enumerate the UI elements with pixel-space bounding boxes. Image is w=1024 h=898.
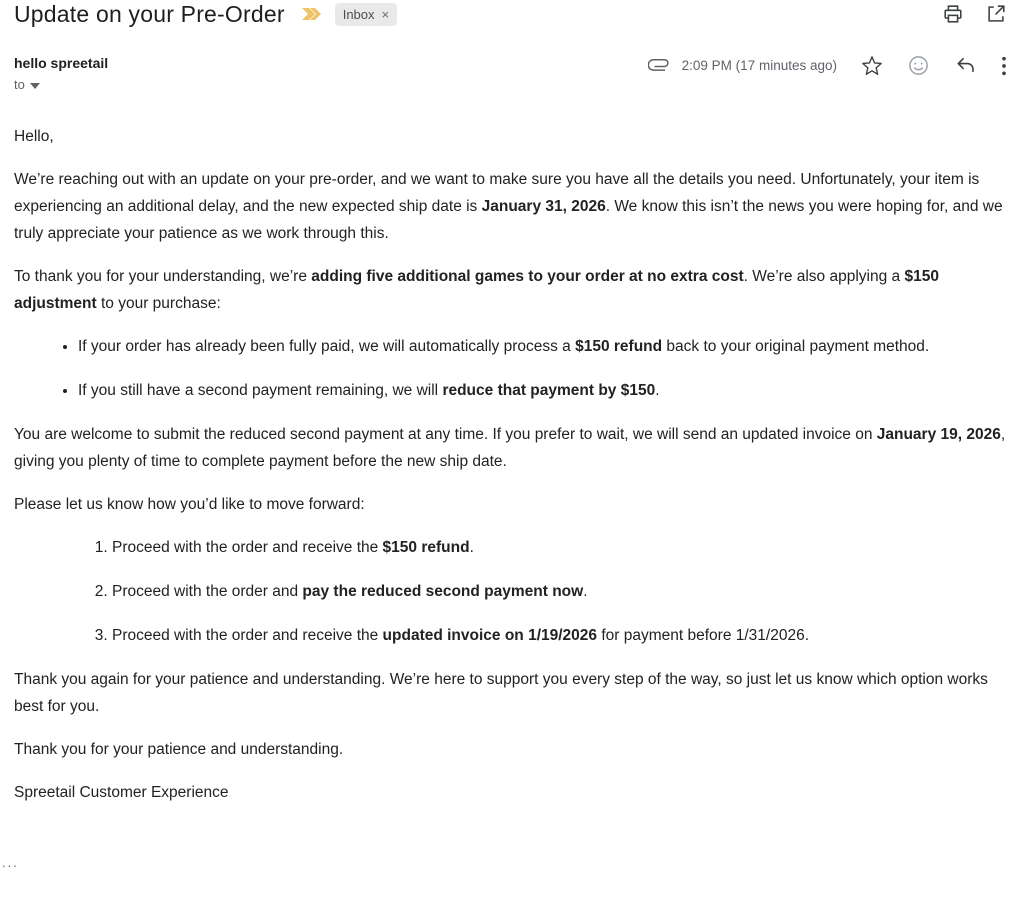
body-paragraph [14, 263, 1010, 317]
body-paragraph [14, 666, 1010, 720]
text-run: , giving you plenty of time to complete payment before the new ship date. [14, 426, 1006, 470]
text-run: You are welcome to submit the reduced second payment at any time. If you prefer to wait, we will send an updated invoice on [14, 426, 877, 443]
bold-text: $150 refund [575, 338, 663, 355]
text-run: . We know this isn’t the news you were hoping for, and we truly appreciate your patience as we work through this. [14, 198, 1003, 242]
timestamp: 2:09 PM (17 minutes ago) [681, 58, 837, 73]
text-run: Spreetail Customer Experience [14, 784, 229, 801]
open-in-new-icon [985, 3, 1007, 25]
sender-name[interactable]: hello spreetail [14, 55, 109, 71]
attachment-icon [648, 53, 672, 78]
text-run: . We’re also applying a [743, 268, 905, 285]
bold-text: $150 adjustment [14, 268, 939, 312]
text-run: . [583, 583, 588, 600]
chevron-down-icon [30, 77, 40, 92]
body-paragraph [14, 166, 1010, 247]
three-dot-menu-icon [1001, 55, 1007, 77]
open-in-new-button[interactable] [985, 3, 1007, 25]
body-paragraph [14, 736, 1010, 763]
text-run: back to your original payment method. [662, 338, 930, 355]
reply-button[interactable] [954, 54, 977, 77]
label-remove-icon[interactable]: × [381, 6, 390, 22]
to-label: to [14, 77, 25, 92]
list-item [112, 622, 1010, 649]
inbox-label-chip[interactable] [335, 3, 397, 26]
bold-text: $150 refund [382, 539, 470, 556]
show-trimmed-content-button[interactable]: ... [2, 855, 19, 870]
text-run: . [655, 382, 660, 399]
email-body [0, 123, 1024, 806]
body-paragraph [14, 421, 1010, 475]
subject-row [0, 0, 1024, 31]
text-run: . [469, 539, 474, 556]
inbox-label-text: Inbox [342, 6, 375, 22]
bold-text: reduce that payment by $150 [442, 382, 656, 399]
sender-block [14, 55, 108, 92]
text-run: Proceed with the order and receive the [112, 627, 383, 644]
print-icon [942, 3, 964, 25]
body-paragraph [14, 779, 1010, 806]
text-run: for payment before 1/31/2026. [597, 627, 810, 644]
bullet-list [14, 333, 1010, 404]
star-icon [861, 55, 883, 77]
text-run: Proceed with the order and receive the [112, 539, 383, 556]
smiley-icon [907, 54, 930, 77]
star-button[interactable] [861, 55, 883, 77]
emoji-reaction-button[interactable] [907, 54, 930, 77]
bold-text: January 19, 2026 [876, 426, 1001, 443]
bold-text: pay the reduced second payment now [302, 583, 584, 600]
print-button[interactable] [942, 3, 964, 25]
list-item [112, 534, 1010, 561]
body-paragraph [14, 123, 1010, 150]
list-item [78, 377, 1010, 404]
importance-marker-icon[interactable] [301, 7, 322, 21]
reply-icon [954, 54, 977, 77]
more-options-button[interactable] [1001, 55, 1007, 77]
numbered-list [14, 534, 1010, 649]
text-run: Thank you for your patience and understanding. [14, 741, 344, 758]
text-run: Please let us know how you’d like to move forward: [14, 496, 365, 513]
text-run: If your order has already been fully paid, we will automatically process a [78, 338, 576, 355]
bold-text: January 31, 2026 [481, 198, 606, 215]
bold-text: adding five additional games to your order at no extra cost [311, 268, 744, 285]
list-item [112, 578, 1010, 605]
list-item [78, 333, 1010, 360]
text-run: to your purchase: [96, 295, 221, 312]
recipient-dropdown[interactable] [14, 77, 40, 92]
text-run: If you still have a second payment remaining, we will [78, 382, 443, 399]
text-run: We’re reaching out with an update on your pre-order, and we want to make sure you have all the details you need. Unfortunately, your item is experiencing an additional delay, and the new expected ship date is [14, 171, 980, 215]
body-paragraph [14, 491, 1010, 518]
text-run: Hello, [14, 128, 54, 145]
text-run: Proceed with the order and [112, 583, 303, 600]
subject-title: Update on your Pre-Order [14, 0, 285, 27]
bold-text: updated invoice on 1/19/2026 [382, 627, 598, 644]
text-run: Thank you again for your patience and understanding. We’re here to support you every step of the way, so just let us know which option works best for you. [14, 671, 988, 715]
text-run: To thank you for your understanding, we’re [14, 268, 312, 285]
sender-row [0, 55, 1024, 92]
